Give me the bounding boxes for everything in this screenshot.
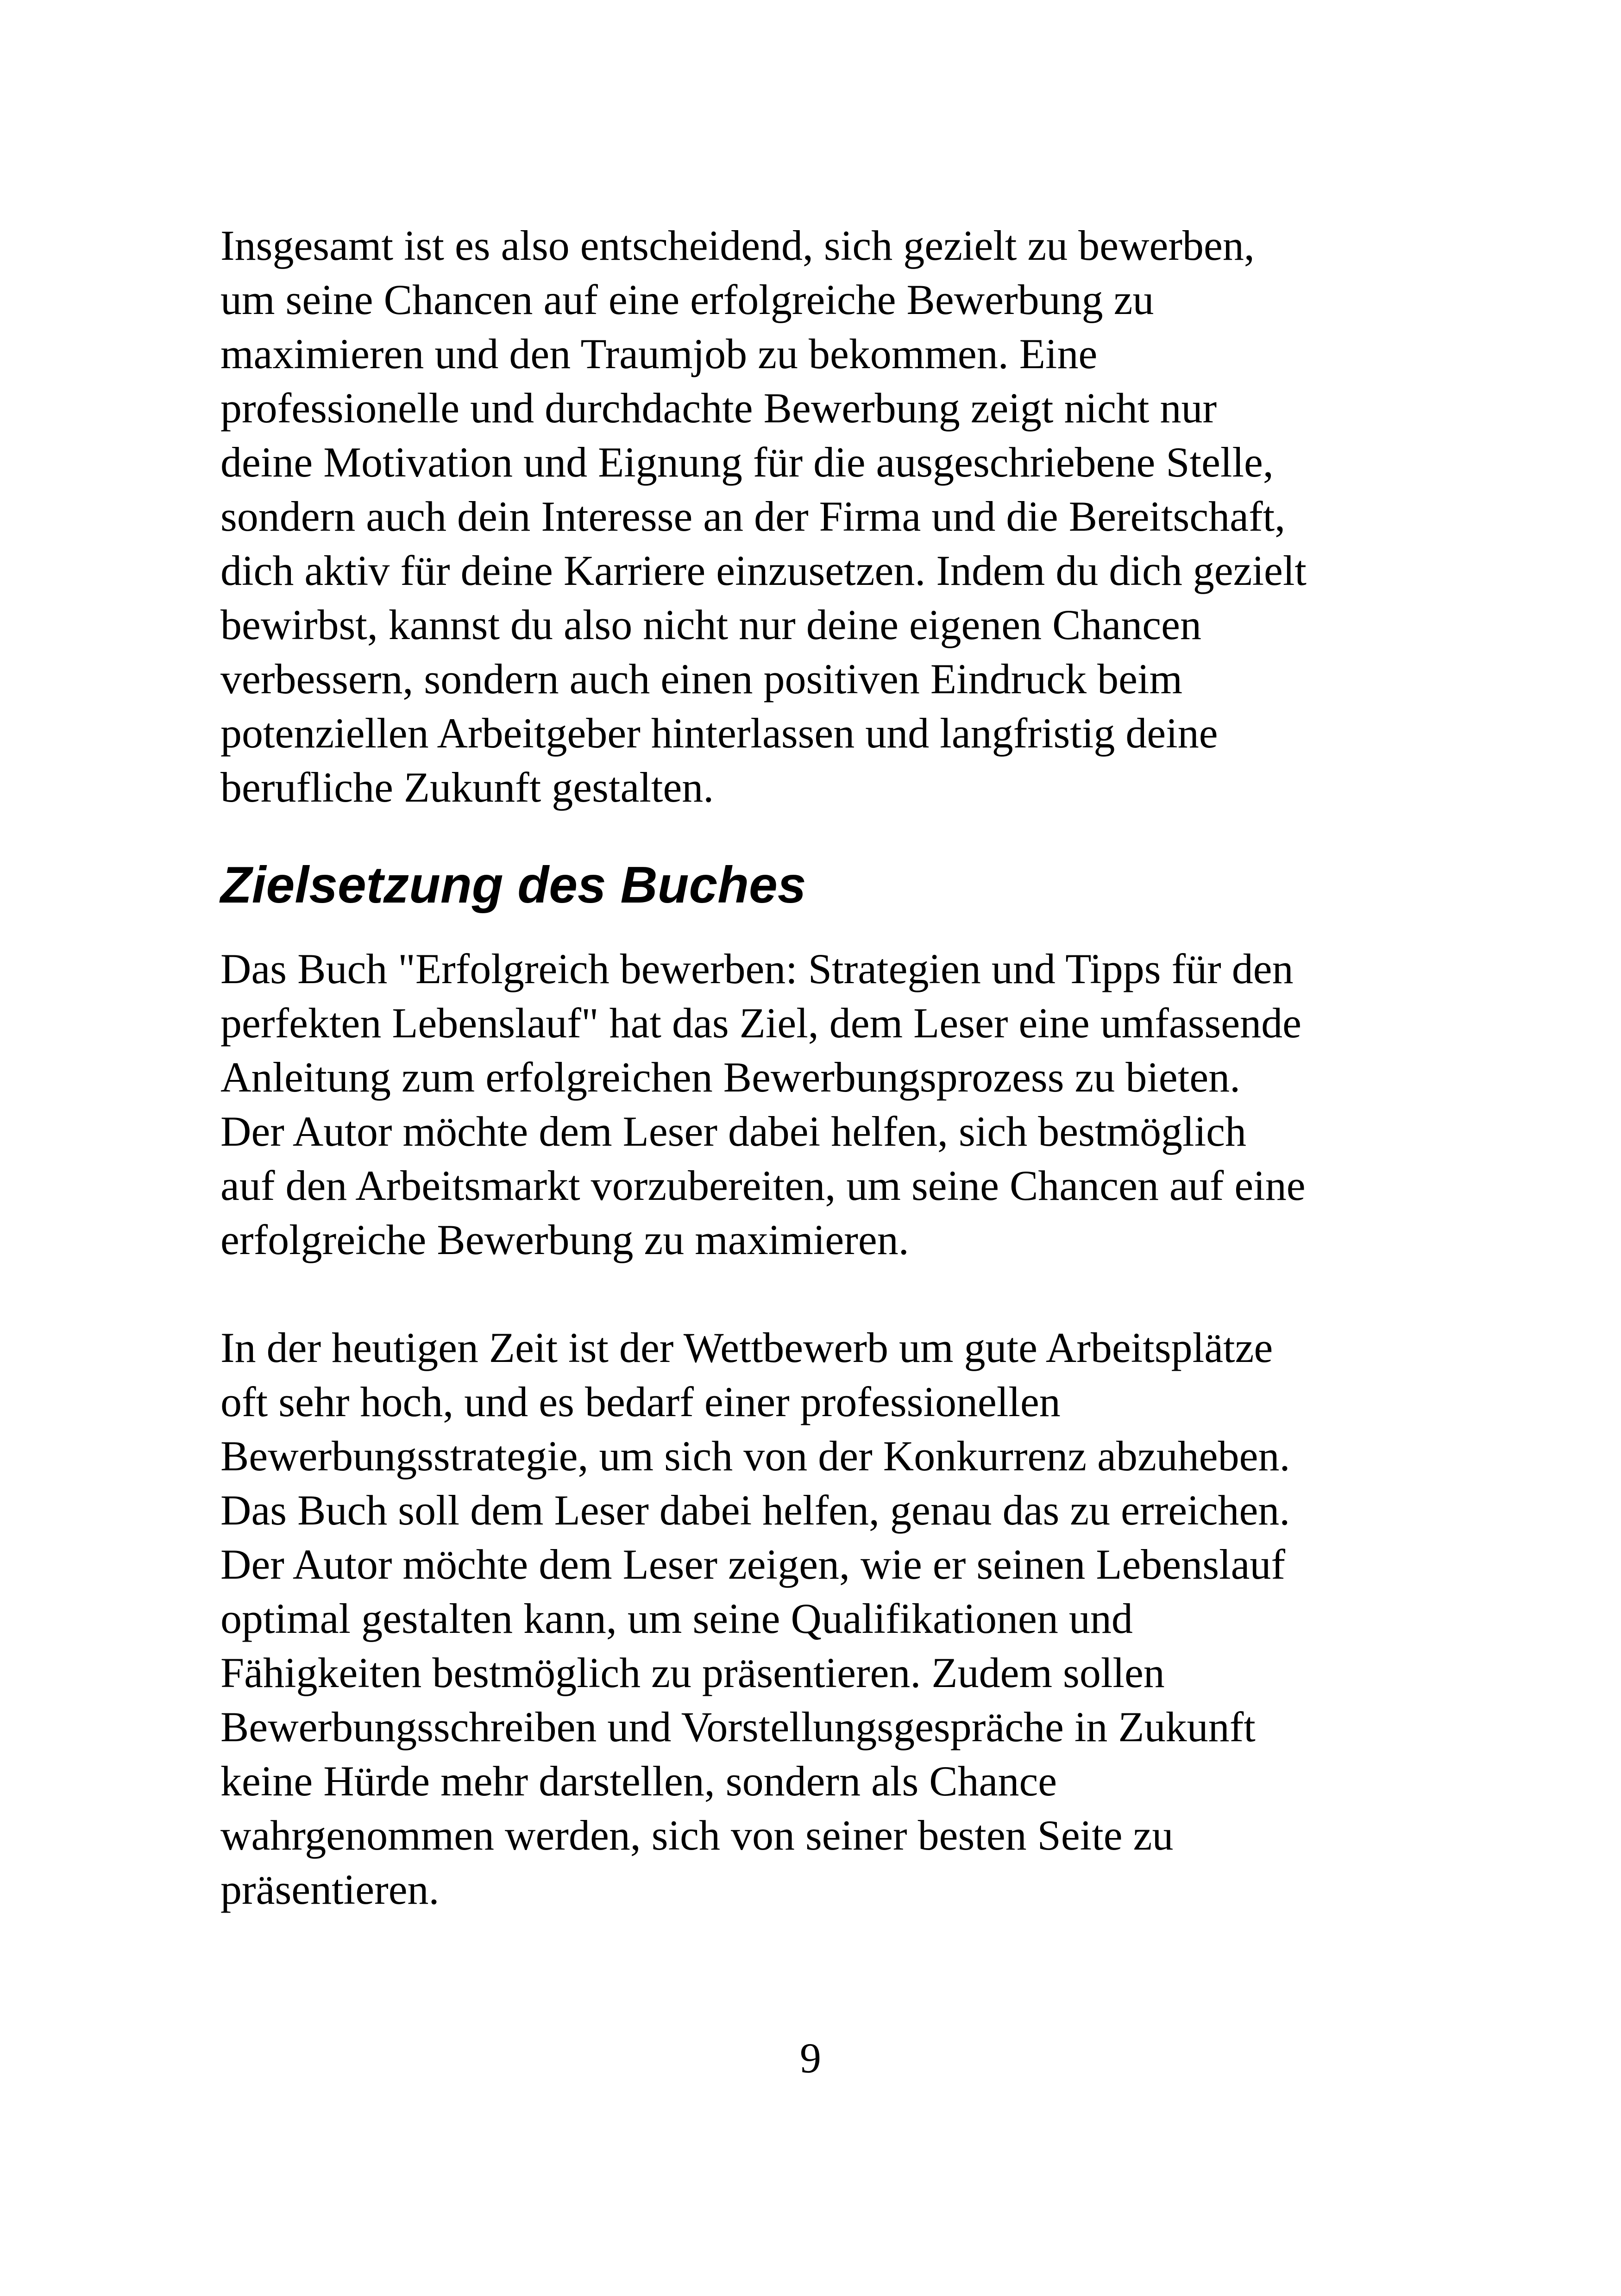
text-line: perfekten Lebenslauf" hat das Ziel, dem Leser eine umfassende — [220, 999, 1302, 1047]
text-line: erfolgreiche Bewerbung zu maximieren. — [220, 1216, 909, 1263]
text-line: professionelle und durchdachte Bewerbung zeigt nicht nur — [220, 384, 1217, 432]
text-line: Das Buch "Erfolgreich bewerben: Strategien und Tipps für den — [220, 945, 1294, 992]
text-line: dich aktiv für deine Karriere einzusetzen. Indem du dich gezielt — [220, 547, 1307, 594]
goal-paragraph-1 — [220, 942, 1434, 1267]
text-line: In der heutigen Zeit ist der Wettbewerb um gute Arbeitsplätze — [220, 1324, 1273, 1371]
text-line: verbessern, sondern auch einen positiven Eindruck beim — [220, 655, 1183, 703]
intro-paragraph — [220, 219, 1434, 815]
text-line: maximieren und den Traumjob zu bekommen. Eine — [220, 330, 1098, 377]
text-line: keine Hürde mehr darstellen, sondern als Chance — [220, 1757, 1057, 1805]
text-line: wahrgenommen werden, sich von seiner besten Seite zu — [220, 1812, 1174, 1859]
text-line: um seine Chancen auf eine erfolgreiche Bewerbung zu — [220, 276, 1154, 323]
text-line: Das Buch soll dem Leser dabei helfen, genau das zu erreichen. — [220, 1487, 1290, 1534]
text-line: Der Autor möchte dem Leser dabei helfen, sich bestmöglich — [220, 1108, 1246, 1155]
section-heading: Zielsetzung des Buches — [220, 856, 806, 914]
text-line: auf den Arbeitsmarkt vorzubereiten, um seine Chancen auf eine — [220, 1162, 1306, 1209]
text-line: bewirbst, kannst du also nicht nur deine eigenen Chancen — [220, 601, 1201, 648]
text-line: präsentieren. — [220, 1866, 440, 1913]
text-line: potenziellen Arbeitgeber hinterlassen und langfristig deine — [220, 709, 1218, 757]
text-line: deine Motivation und Eignung für die ausgeschriebene Stelle, — [220, 439, 1274, 486]
text-line: optimal gestalten kann, um seine Qualifikationen und — [220, 1595, 1133, 1642]
text-line: Anleitung zum erfolgreichen Bewerbungsprozess zu bieten. — [220, 1054, 1241, 1101]
text-line: Insgesamt ist es also entscheidend, sich gezielt zu bewerben, — [220, 222, 1255, 269]
goal-paragraph-2 — [220, 1321, 1434, 1917]
text-line: sondern auch dein Interesse an der Firma und die Bereitschaft, — [220, 493, 1286, 540]
text-line: oft sehr hoch, und es bedarf einer professionellen — [220, 1378, 1061, 1425]
text-line: Bewerbungsschreiben und Vorstellungsgespräche in Zukunft — [220, 1703, 1256, 1750]
text-line: Fähigkeiten bestmöglich zu präsentieren. Zudem sollen — [220, 1649, 1165, 1696]
page-number: 9 — [800, 2034, 821, 2082]
text-line: berufliche Zukunft gestalten. — [220, 764, 714, 811]
text-line: Der Autor möchte dem Leser zeigen, wie er seinen Lebenslauf — [220, 1541, 1286, 1588]
text-line: Bewerbungsstrategie, um sich von der Konkurrenz abzuheben. — [220, 1432, 1290, 1480]
